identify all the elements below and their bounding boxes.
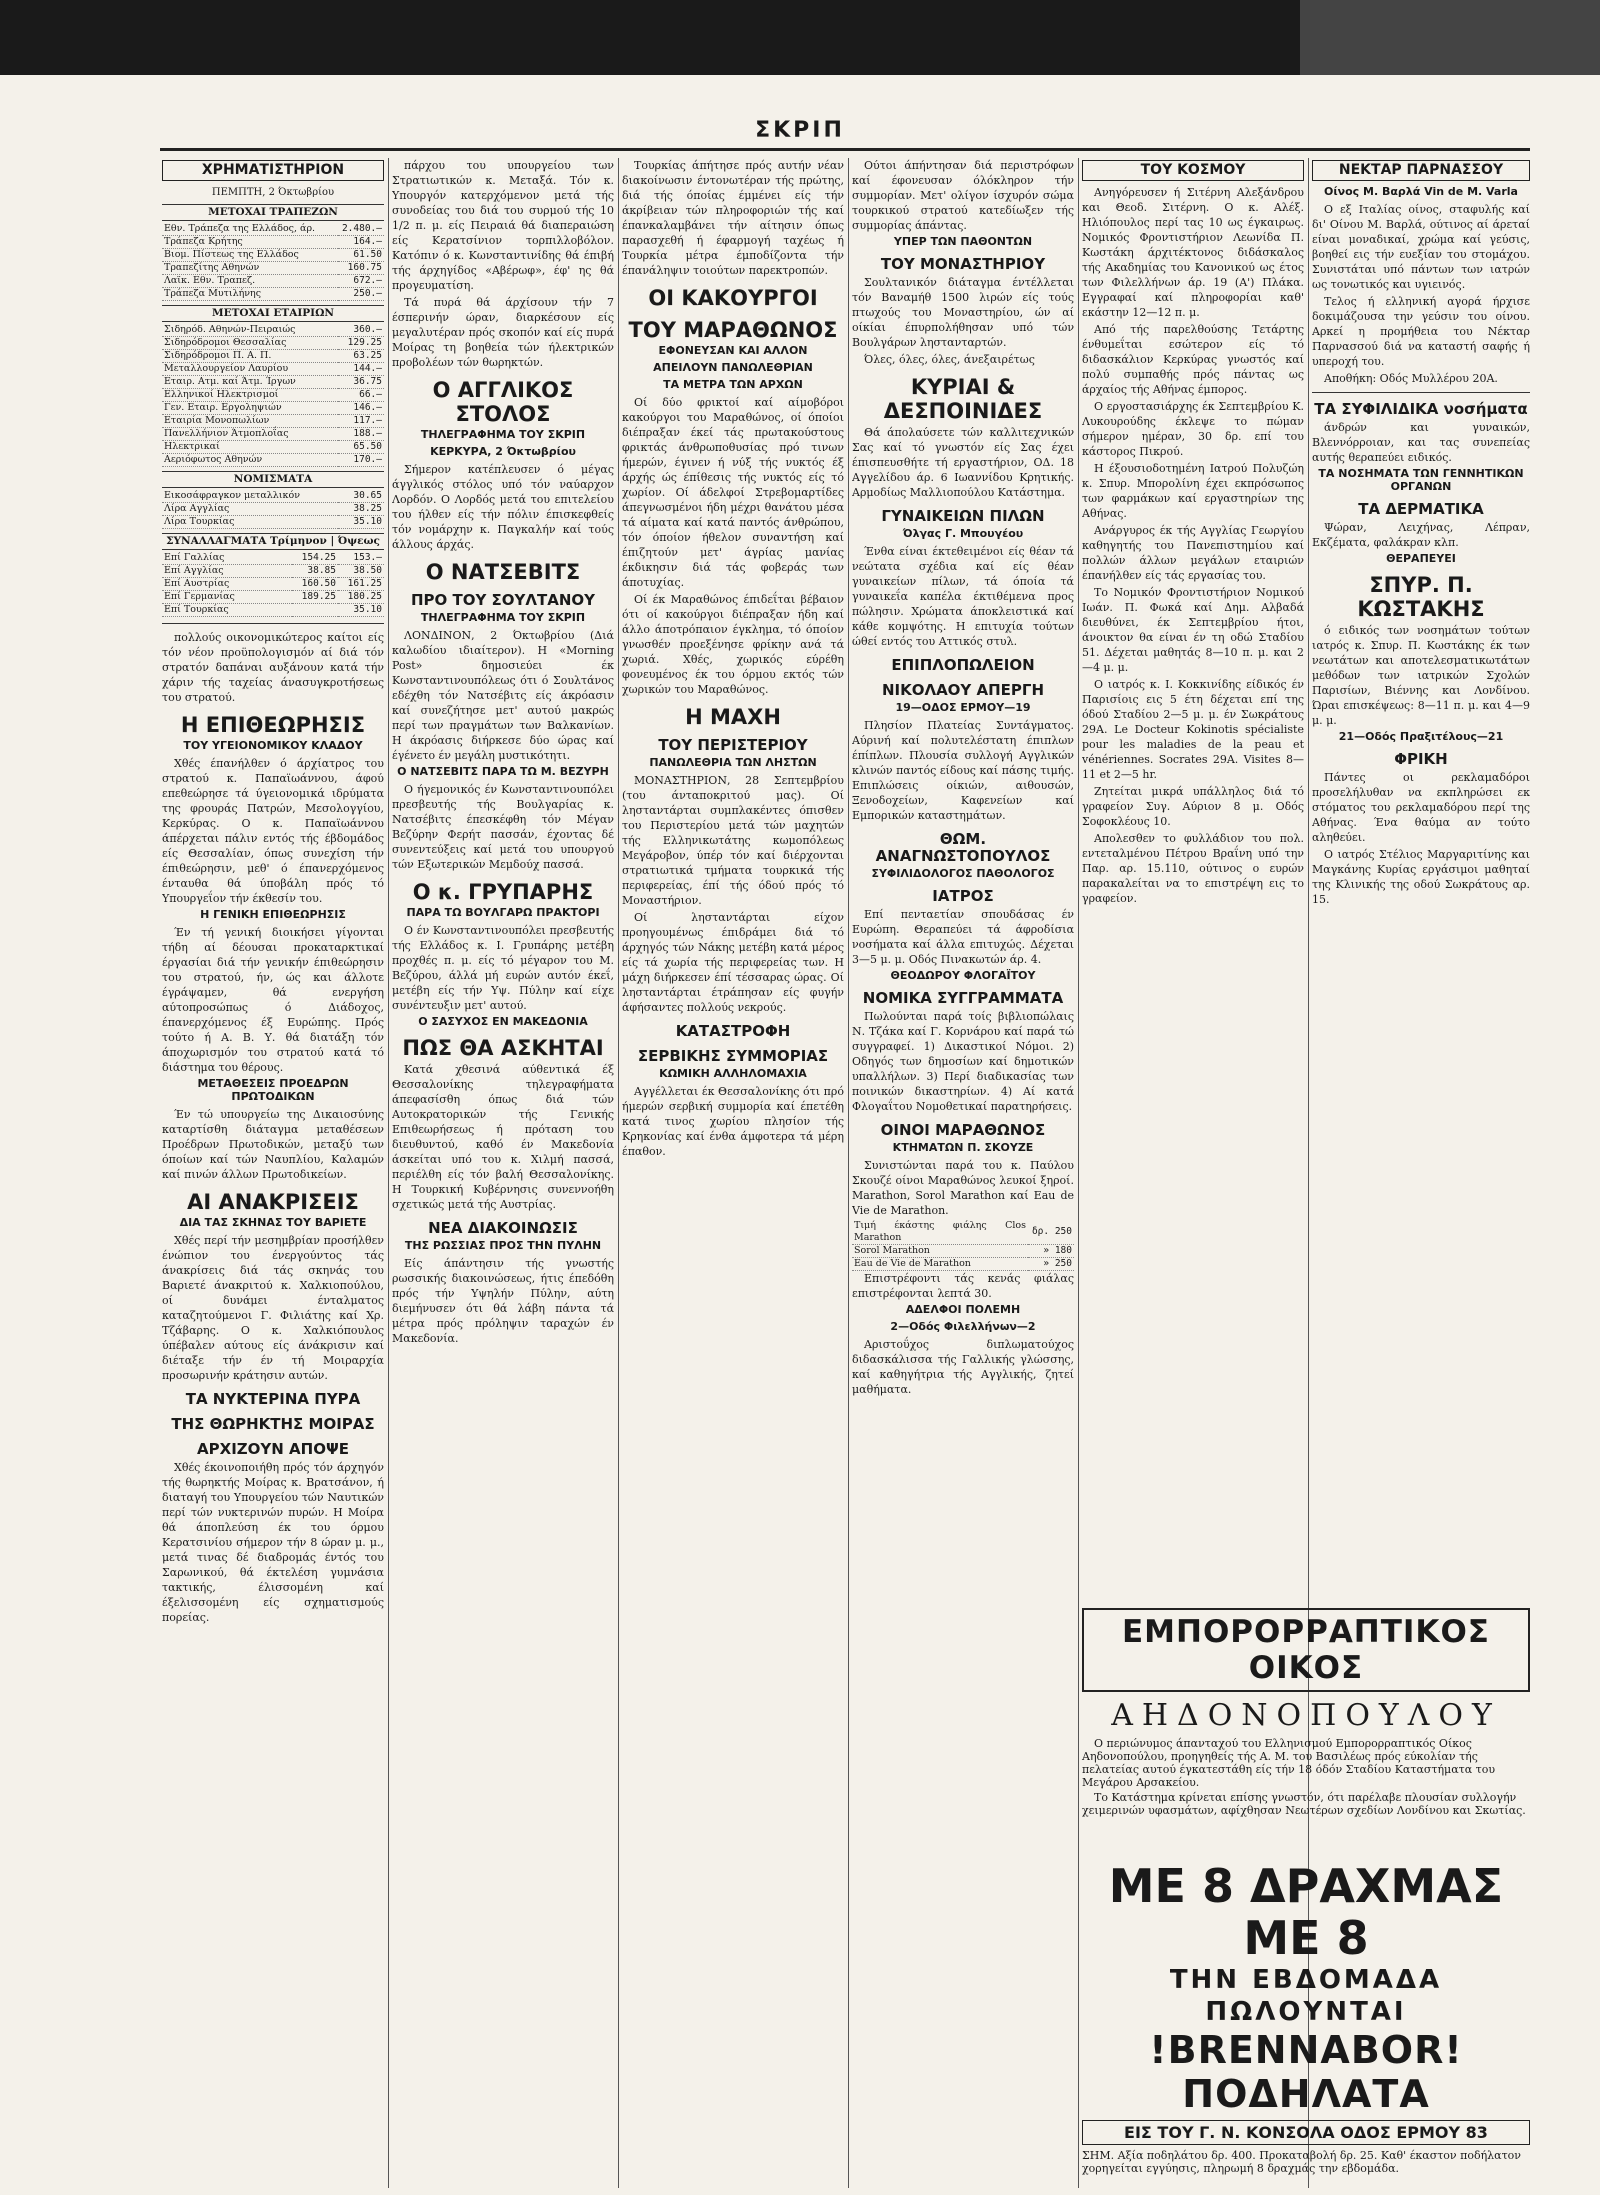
- table-row: Σιδηρόδ. Αθηνών-Πειραιώς 360.—: [164, 324, 382, 335]
- ad-text: Επιστρέφοντι τάς κενάς φιάλας επιστρέφονται λεπτά 30.: [852, 1272, 1074, 1300]
- ad-headline: ΤΑ ΔΕΡΜΑΤΙΚΑ: [1358, 500, 1484, 518]
- article-text: Χθές έπανήλθεν ό άρχίατρος του στρατού κ. Παπαϊωάννου, άφού επεθεώρησε τά ύγειονομικά ιδρύματα της φρουράς Πατρών, Μεσολογγίου, Κερκύρας. Ο κ. Παπαϊωάννου άπέρχεται πάλιν εντός τής έβδομάδος είς Θεσσαλίαν, όπως συνεχίση τήν έπιθεώρησιν, μεθ' ό έπανερχόμενος ένταυθα θά ύποβάλη πρός τό Υπουργεΐον τήν έκθεσίν του.: [162, 757, 384, 905]
- article-text: Οί λησταντάρται είχον προηγουμένως έπιδράμει διά τό άρχηγός τών Νάκης μετέβη κατά μέρος είς τά χωρία τής περιφερείας των. Η μάχη διήρκεσεν έπί τέσσαρας ώρας. Οί λησταντάρται έτράπησαν είς φυγήν άφήσαντες πολλούς νεκρούς.: [622, 911, 844, 1014]
- article-headline: Ο ΑΓΓΛΙΚΟΣ ΣΤΟΛΟΣ: [432, 378, 574, 426]
- article-headline: ΟΙ ΚΑΚΟΥΡΓΟΙ: [648, 286, 818, 310]
- wine-ad-heading: ΝΕΚΤΑΡ ΠΑΡΝΑΣΣΟΥ: [1312, 160, 1530, 181]
- table-row: Εικοσάφραγκον μεταλλικόν 30.65: [164, 490, 382, 501]
- article-text: Έν τώ υπουργείω της Δικαιοσύνης καταρτίσθη διάταγμα μεταθέσεων Προέδρων Πρωτοδικών, μεταξύ των όποίων καί τών Ναυπλίου, Καλαμών καί πινών άλλων Πρωτοδικείων.: [162, 1108, 384, 1181]
- article-subheadline: Ο ΣΑΣΥΧΟΣ ΕΝ ΜΑΚΕΔΟΝΙΑ: [418, 1015, 588, 1028]
- article-text: Το Νομικόν Φροντιστήριον Νομικού Ιωάν. Π. Φωκά καί Δημ. Αλβαδά διευθύνει, έκ Σεπτεμβρίου ήτοι, άνοικτον θα είναι έν τη οδώ Σταδίου 51. Δέχεται μαθητάς 8—10 π. μ. και 2—4 μ. μ.: [1082, 586, 1304, 674]
- dateline: ΚΕΡΚΥΡΑ, 2 Όκτωβρίου: [430, 445, 576, 458]
- article-subheadline: ΜΕΤΑΘΕΣΕΙΣ ΠΡΟΕΔΡΩΝ ΠΡΩΤΟΔΙΚΩΝ: [197, 1077, 349, 1103]
- article-text: Σήμερον κατέπλευσεν ό μέγας άγγλικός στόλος υπό τόν ναύαρχον Λορδόν. Ο Λορδός μετά του επιτελείου του ήλθεν είς τήν πόλιν έπισκεφθείς τόν νομάρχην κ. Παγκαλήν καί τούς άλλους άρχάς.: [392, 463, 614, 551]
- article-headline: Ο ΝΑΤΣΕΒΙΤΣ: [425, 560, 581, 584]
- table-row: Εταιρ. Ατμ. καί Άτμ. Ίργων 36.75: [164, 376, 382, 387]
- divider: [162, 623, 384, 624]
- ad-headline: ΦΡΙΚΗ: [1394, 750, 1448, 768]
- article-subheadline: ΔΙΑ ΤΑΣ ΣΚΗΝΑΣ ΤΟΥ ΒΑΡΙΕΤΕ: [179, 1216, 367, 1229]
- ad-headline: ΚΥΡΙΑΙ & ΔΕΣΠΟΙΝΙΔΕΣ: [883, 375, 1043, 423]
- ad-subheadline: Οίνος Μ. Βαρλά Vin de M. Varla: [1324, 185, 1518, 198]
- ad-headline: ΤΑ ΣΥΦΙΛΙΔΙΚΑ νοσήματα: [1314, 400, 1528, 418]
- table-row: Επί Τουρκίας 35.10: [164, 604, 382, 615]
- ad-text: Αριστοΰχος διπλωματούχος διδασκάλισσα τής Γαλλικής γλώσσης, καί καθηγήτρια τής Αγγλικής, ζητεί μαθήματα.: [852, 1338, 1074, 1396]
- ad-text: Πάντες οι ρεκλαμαδόροι προσελήλυθαν να εκπληρώσει εκ στόματος του ρεκλαμαδόρου περί της Αθήνας. Ένα θαύμα αν τούτο αληθεύει.: [1312, 771, 1530, 844]
- article-text: ΜΟΝΑΣΤΗΡΙΟΝ, 28 Σεπτεμβρίου (του άνταποκριτού μας). Οί λησταντάρται συμπλακέντες όπισθεν του Περιστερίου μετά τών μαχητών τής Ελληνικωτάτης κωμοπόλεως Μεγάροβον, ύπέρ τόν καί διέρχονται στρατιωτικά τμήματα τουρκικά τής περιφερείας, έπί τής όδού πρός τό Μοναστήριον.: [622, 774, 844, 907]
- ad-subheadline: ΤΑ ΝΟΣΗΜΑΤΑ ΤΩΝ ΓΕΝΝΗΤΙΚΩΝ ΟΡΓΑΝΩΝ: [1318, 467, 1524, 493]
- article-subheadline: ΚΩΜΙΚΗ ΑΛΛΗΛΟΜΑΧΙΑ: [659, 1067, 807, 1080]
- table-row: Μεταλλουργείον Λαυρίου 144.—: [164, 363, 382, 374]
- bicycle-ad-tagline: ΤΗΝ ΕΒΔΟΜΑΔΑ ΠΩΛΟΥΝΤΑΙ: [1169, 1965, 1443, 2027]
- wine-price-table: [852, 1220, 1074, 1271]
- ad-text: άνδρών και γυναικών, Βλεννόρροιαν, και τας συνεπείας αυτής θεραπεύει ειδικός.: [1312, 421, 1530, 464]
- ad-text: ό ειδικός των νοσημάτων τούτων ιατρός κ. Σπυρ. Π. Κωστάκης έκ των νεωτάτων και αποτελεσματικωτάτων μεθόδων των ιατρικών Σχολών Παρισίων, Βιέννης και Λονδίνου. Ώραι επισκέψεως: 8—11 π. μ. και 4—9 μ. μ.: [1312, 624, 1530, 727]
- article-subheadline: ΑΠΕΙΛΟΥΝ ΠΑΝΩΛΕΘΡΙΑΝ: [653, 361, 813, 374]
- article-subheadline: ΤΑ ΜΕΤΡΑ ΤΩΝ ΑΡΧΩΝ: [663, 378, 803, 391]
- article-headline: ΚΑΤΑΣΤΡΟΦΗ: [675, 1022, 791, 1040]
- article-subheadline: ΠΑΝΩΛΕΘΡΙΑ ΤΩΝ ΛΗΣΤΩΝ: [649, 756, 817, 769]
- article-headline: ΝΕΑ ΔΙΑΚΟΙΝΩΣΙΣ: [428, 1219, 578, 1237]
- article-text: Η έξουσιοδοτημένη Ιατρού Πολυζώη κ. Σπυρ. Μπορολίνη έχει εκπρόσωπος των φαρμάκων καί εργαστηρίων της Αθήνας.: [1082, 462, 1304, 520]
- column-separator: [618, 158, 619, 2188]
- ad-text: Όλες, όλες, όλες, άνεξαιρέτως: [864, 353, 1035, 366]
- article-text: Ζητείται μικρά υπάλληλος διά τό γραφείον Συγ. Αύριον 8 μ. Οδός Σοφοκλέους 10.: [1082, 785, 1304, 828]
- ad-text: Ο περιώνυμος άπανταχού του Ελληνισμού Εμπορορραπτικός Οίκος Αηδονοπούλου, προηγηθείς τής Α. Μ. του Βασιλέως πρός εύκολίαν τής πελατείας αυτού έγκατεστάθη είς τήν 18 όδόν Σταδίου Καταστήματα του Μεγάρου Αρσακείου.: [1082, 1737, 1496, 1789]
- article-text: Χθές περί τήν μεσημβρίαν προσήλθεν ένώπιον του ένεργούντος τάς άνακρίσεις διά τάς σκηνάς του Βαριετέ άνακριτού κ. Χαλκιοπούλου, οί δυνάμει ένταλματος καταζητούμενοι Γ. Φιλιάτης καί Χρ. Τζάβαρης. Ο κ. Χαλκιόπουλος ύπέβαλεν αύτους είς άνάκρισιν καί διέταξε τήν έν τή Μοιραρχία προσωρινήν κράτησιν αυτών.: [162, 1234, 384, 1382]
- column-4: [852, 158, 1074, 2188]
- column-5: [1082, 158, 1304, 1598]
- coins-subhead: ΝΟΜΙΣΜΑΤΑ: [162, 471, 384, 488]
- article-text: Κατά χθεσινά αύθεντικά έξ Θεσσαλονίκης τηλεγραφήματα άπεφασίσθη όπως διά τών Αυτοκρατορικών τής Γενικής Επιθεωρήσεως ή πρόταση του διευθυντού, καθό έν Μακεδονία άσκείται υπό του κ. Χιλμή πασσά, περιέλθη είς τόν βαλή Θεσσαλονίκης. Η Τουρκική Κυβέρνησις συνεννοήθη σχετικώς μετά τής Αυστρίας.: [392, 1063, 614, 1211]
- newspaper-masthead: ΣΚΡΙΠ: [755, 118, 845, 143]
- dateline: ΤΗΛΕΓΡΑΦΗΜΑ ΤΟΥ ΣΚΡΙΠ: [420, 611, 586, 624]
- bank-shares-table: [162, 223, 384, 301]
- stock-date: ΠΕΜΠΤΗ, 2 Όκτωβρίου: [211, 187, 335, 198]
- article-subheadline: ΤΗΣ ΡΩΣΣΙΑΣ ΠΡΟΣ ΤΗΝ ΠΥΛΗΝ: [404, 1239, 602, 1252]
- article-text: Ανάργυρος έκ τής Αγγλίας Γεωργίου καθηγητής του Πανεπιστημίου καί πολλών άλλων μεγάλων εταιριών έπανήλθεν είς τάς εργασίας του.: [1082, 524, 1304, 582]
- article-text: Οί έκ Μαραθώνος έπιδεΐται βέβαιον ότι οί κακούργοι διέπραξαν ήδη καί άλλο άποτρόπαιον έγκλημα, τό όποίον γνωσθέν προεξένησε φρίκην ανά τά χωριά. Χθές, χωρικός εύρέθη φονευμένος έκ του όρμου εκτός τών χωρικών του Μαραθώνος.: [622, 593, 844, 696]
- divider: [1312, 392, 1530, 393]
- table-row: Τράπεζα Κρήτης 164.—: [164, 236, 382, 247]
- ad-headline: ΣΠΥΡ. Π. ΚΩΣΤΑΚΗΣ: [1357, 573, 1485, 621]
- article-subheadline: ΠΑΡΑ ΤΩ ΒΟΥΛΓΑΡΩ ΠΡΑΚΤΟΡΙ: [406, 906, 600, 919]
- article-text: Ο έν Κωνσταντινουπόλει πρεσβευτής τής Ελλάδος κ. Ι. Γρυπάρης μετέβη προχθές π. μ. είς τό μέγαρον του Μ. Βεζύρου, άλλά μή ευρών αυτόν έκεΐ, μετέβη είς τήν Υψ. Πύλην καί είχε συνέντευξιν μετ' αυτού.: [392, 924, 614, 1012]
- ad-text: Ο εξ Ιταλίας οίνος, σταφυλής καί δι' Οίνου Μ. Βαρλά, ούτινος αί άρεταί είναι μοναδικαί, χρώμα καί γεύσις, βοηθεί εις τήν ευεξίαν του στομάχου. Συνιστάται υπό πάντων των ιατρών ως τονωτικός και υγιεινός.: [1312, 203, 1530, 291]
- bicycle-ad-brand: !BRENNABOR! ΠΟΔΗΛΑΤΑ: [1149, 2028, 1463, 2116]
- ad-subheadline: ΘΕΟΔΩΡΟΥ ΦΛΟΓΑΪΤΟΥ: [890, 969, 1036, 982]
- article-headline: ΣΕΡΒΙΚΗΣ ΣΥΜΜΟΡΙΑΣ: [637, 1047, 829, 1065]
- bicycle-ad-address: ΕΙΣ ΤΟΥ Γ. Ν. ΚΟΝΣΟΛΑ ΟΔΟΣ ΕΡΜΟΥ 83: [1082, 2120, 1530, 2145]
- bicycle-ad-note: ΣΗΜ. Αξία ποδηλάτου δρ. 400. Προκαταβολή δρ. 25. Καθ' έκαστον ποδήλατον χορηγείται εγγύησις, πληρωμή 8 δραχμάς την εβδομάδα.: [1082, 2149, 1521, 2175]
- article-headline: ΤΗΣ ΘΩΡΗΚΤΗΣ ΜΟΙΡΑΣ: [171, 1415, 375, 1433]
- article-headline: Η ΜΑΧΗ: [685, 705, 781, 729]
- table-row: Σιδηρόδρομοι Θεσσαλίας 129.25: [164, 337, 382, 348]
- article-headline: ΤΑ ΝΥΚΤΕΡΙΝΑ ΠΥΡΑ: [185, 1390, 361, 1408]
- article-headline: ΤΟΥ ΜΑΡΑΘΩΝΟΣ: [628, 318, 838, 342]
- article-headline: ΑΙ ΑΝΑΚΡΙΣΕΙΣ: [187, 1190, 359, 1214]
- ad-text: Συνιστώνται παρά του κ. Παύλου Σκουζέ οίνοι Μαραθώνος λευκοί ξηροί. Marathon, Sorol Marathon καί Eau de Vie de Marathon.: [852, 1159, 1074, 1217]
- article-text: Χθές έκοινοποιήθη πρός τόν άρχηγόν τής θωρηκτής Μοίρας κ. Βρατσάνον, ή διαταγή του Υπουργείου τών Ναυτικών περί τών νυκτερινών πυρών. Η Μοίρα θά άποπλεύση έκ του όρμου Κερατσινίου σήμερον τήν 8 ώραν μ. μ., μετά τινας δέ διαδρομάς έντός του Σαρωνικού, θά έκτελέση γυμνάσια τακτικής, έλισσομένη καί έξελισσομένη είς σχηματισμούς πορείας.: [162, 1461, 384, 1624]
- column-6: [1312, 158, 1530, 1598]
- article-text: Ο εργοστασιάρχης έκ Σεπτεμβρίου Κ. Λυκουρούδης έκλεψε το πώμαν σήμερον ημέραν, 30 δρ. επί του κάστορος Πικρού.: [1082, 400, 1304, 458]
- column-1: [162, 158, 384, 2188]
- exchange-subhead: ΣΥΝΑΛΛΑΓΜΑΤΑ Τρίμηνον | Όψεως: [162, 533, 384, 550]
- scan-top-border-right: [1300, 0, 1600, 75]
- article-subheadline: Η ΓΕΝΙΚΗ ΕΠΙΘΕΩΡΗΣΙΣ: [200, 908, 346, 921]
- table-row: Ελληνικοί Ηλεκτρισμοί 66.—: [164, 389, 382, 400]
- article-subheadline: ΕΦΟΝΕΥΣΑΝ ΚΑΙ ΑΛΛΟΝ: [658, 344, 808, 357]
- article-headline: ΠΡΟ ΤΟΥ ΣΟΥΛΤΑΝΟΥ: [410, 591, 596, 609]
- ad-subheadline: ΣΥΦΙΛΙΔΟΛΟΓΟΣ ΠΑΘΟΛΟΓΟΣ: [871, 867, 1055, 880]
- firm-shares-table: [162, 324, 384, 467]
- ad-text: Πλησίον Πλατείας Συντάγματος. Αύρινή καί πολυτελέστατη έπιπλων έπίπλων. Πλουσία συλλογή Αγγλικών κλινών παντός είδους καί πάσης τιμής. Επιπλώσεις οίκιών, αιθουσών, Ξενοδοχείων, Καφενείων καί Εμπορικών καταστημάτων.: [852, 719, 1074, 822]
- table-row: Εθν. Τράπεζα της Ελλάδος, άρ. 2.480.—: [164, 223, 382, 234]
- article-text: Οί δύο φρικτοί καί αίμοβόροι κακούργοι του Μαραθώνος, οί όποίοι διέπραξαν έκεί τάς πρωτακούστους φρικτάς άνθρωποθυσίας πρό τινων ήμερών, έγινεν ή νύξ τής νυκτός έξ άρχής ώς έπίθεσις τής νυκτός είς τό χωρίον. Οί άδελφοί Στρεβομαρτίδες άπεγνωσμένοι ήδη μέχρι θανάτου μέσα τά αίματα καί κατά παντός άνθρώπου, τόν όποίον ήθελον συναντήση καί έπιζητούν μετ' άγρίας μανίας έκδικησιν διά τάς φοβεράς των άποτυχίας.: [622, 396, 844, 589]
- column-separator: [388, 158, 389, 2188]
- ad-subheadline: 21—Οδός Πραξιτέλους—21: [1338, 730, 1504, 743]
- column-2: [392, 158, 614, 2188]
- ad-subheadline: ΘΕΡΑΠΕΥΕΙ: [1386, 552, 1456, 565]
- table-row: Ηλεκτρικαί 65.50: [164, 441, 382, 452]
- ad-subheadline: 2—Οδός Φιλελλήνων—2: [890, 1320, 1036, 1333]
- tailor-ad-title: ΕΜΠΟΡΟΡΡΑΠΤΙΚΟΣ ΟΙΚΟΣ: [1082, 1608, 1530, 1692]
- article-headline: Ο κ. ΓΡΥΠΑΡΗΣ: [412, 880, 594, 904]
- table-row: Εταιρία Μονοπωλίων 117.—: [164, 415, 382, 426]
- article-text: πάρχου του υπουργείου των Στρατιωτικών κ. Μεταξά. Τόν κ. Υπουργόν κατερχόμενον μετά τής συνοδείας του διά του συρμού τής 10 1/2 π. μ. είς Πειραιά θά διαπεραιώση είς Κερατσίνιον τορπιλλοβόλον. Κατόπιν ό κ. Κωνσταντινίδης θά έπιβή τής άρχηγίδος «Αβέρωφ», έφ' ης θά προγευματίση.: [392, 159, 614, 292]
- masthead-rule: [160, 148, 1530, 151]
- ad-headline: ΝΟΜΙΚΑ ΣΥΓΓΡΑΜΜΑΤΑ: [862, 989, 1064, 1007]
- table-row: Επί Γερμανίας 189.25 180.25: [164, 591, 382, 602]
- ad-subheadline: Όλγας Γ. Μπουγέου: [902, 527, 1024, 540]
- banks-subhead: ΜΕΤΟΧΑΙ ΤΡΑΠΕΖΩΝ: [162, 204, 384, 221]
- society-heading: ΤΟΥ ΚΟΣΜΟΥ: [1082, 160, 1304, 181]
- ad-text: Αποθήκη: Οδός Μυλλέρου 20Α.: [1324, 372, 1498, 385]
- article-headline: ΤΟΥ ΜΟΝΑΣΤΗΡΙΟΥ: [880, 255, 1046, 273]
- article-headline: ΤΟΥ ΠΕΡΙΣΤΕΡΙΟΥ: [658, 736, 808, 754]
- dateline: ΤΗΛΕΓΡΑΦΗΜΑ ΤΟΥ ΣΚΡΙΠ: [420, 428, 586, 441]
- article-headline: ΑΡΧΙΖΟΥΝ ΑΠΟΨΕ: [197, 1440, 349, 1458]
- article-text: Έν τή γενική διοικήσει γίγονται τήδη αί δέουσαι προκαταρκτικαί έργασίαι διά τήν γενικήν έπιθεώρησιν του στρατού, ήν, ώς και άλλοτε έγράψαμεν, θά ενεργήση αύτοπροσώπως ό Διάδοχος, έπανερχόμενος έξ Ευρώπης. Πρός τούτο ή Α. Β. Υ. θά διατάξη τόν άποχωρισμόν του στρατού κατά τό διάστημα του θέρους.: [162, 926, 384, 1074]
- ad-headline: ΟΙΝΟΙ ΜΑΡΑΘΩΝΟΣ: [880, 1121, 1046, 1139]
- article-text: Ο ιατρός κ. Ι. Κοκκινίδης είδικός έν Παρισίοις εις 5 έτη δέχεται επί της όδού Σταδίου 2—5 μ. μ. έν Σωκράτους 29Α. Le Docteur Kokinotis spécialiste pour les maladies de la peau et vénériennes. Socrates 29A. Visites 8—11 et 2—5 hr.: [1082, 678, 1304, 781]
- bicycle-ad: [1082, 1860, 1530, 2175]
- table-row: Σιδηρόδρομοι Π. Α. Π. 63.25: [164, 350, 382, 361]
- ad-text: Το Κατάστημα κρίνεται επίσης γνωστόν, ότι παρέλαβε πλουσίαν συλλογήν χειμερινών υφασμάτων, αφίχθησαν Νεωτέρων σχεδίων Λονδίνου και Σκωτίας.: [1082, 1791, 1526, 1817]
- article-text: Ούτοι άπήντησαν διά περιστρόφων καί έφονευσαν όλόκληρον τήν συμμορίαν. Μετ' ολίγον ίσχυρόν σώμα τουρκικού στρατού κατεδίωξεν τής συμμορίας άπάντας.: [852, 159, 1074, 232]
- article-subheadline: Ο ΝΑΤΣΕΒΙΤΣ ΠΑΡΑ ΤΩ Μ. ΒΕΖΥΡΗ: [397, 765, 609, 778]
- column-separator: [1078, 158, 1079, 2188]
- ad-subheadline: 19—ΟΔΟΣ ΕΡΜΟΥ—19: [895, 701, 1031, 714]
- article-text: Από τής παρελθούσης Τετάρτης ένθυμεΐται εσώτερον είς τό διδασκάλιον Κερκύρας γνωστός καί πολύ συμπαθής πρός πάντας ως άρχαίος τής Αθήνας έμπορος.: [1082, 323, 1304, 396]
- table-row: Πανελλήνιον Άτμοπλοΐας 188.—: [164, 428, 382, 439]
- article-text: Σουλτανικόν διάταγμα έντέλλεται τόν Βαναμήθ 1500 λιρών είς τούς πτωχούς του Μοναστηρίου, ών αί οίκίαι έπυρπολήθησαν υπό τών Βουλγάρων ληστανταρτών.: [852, 276, 1074, 349]
- table-row: Αεριόφωτος Αθηνών 170.—: [164, 454, 382, 465]
- article-text: Είς άπάντησιν τής γνωστής ρωσσικής διακοινώσεως, ήτις έπεδόθη πρός τήν Υψηλήν Πύλην, αύτη διεμήνυσεν ότι θά λάβη πάντα τά μέτρα πρός πρόληψιν ταραχών έν Μακεδονία.: [392, 1257, 614, 1345]
- table-row: Γεν. Εταιρ. Εργοληψιών 146.—: [164, 402, 382, 413]
- coins-table: [162, 490, 384, 529]
- table-row: Sorol Marathon » 180: [854, 1245, 1072, 1256]
- stock-exchange-heading: ΧΡΗΜΑΤΙΣΤΗΡΙΟΝ: [162, 160, 384, 181]
- ad-headline: ΘΩΜ. ΑΝΑΓΝΩΣΤΟΠΟΥΛΟΣ: [875, 830, 1051, 865]
- article-text: Ο ήγεμονικός έν Κωνσταντινουπόλει πρεσβευτής τής Βουλγαρίας κ. Νατσέβιτς έπεσκέφθη τόν Μέγαν Βεζύρην Φερήτ πασσάν, έχοντας δέ συνεντεύξεις καί μετά του υπουργού τών Εξωτερικών Μεμδούχ πασσά.: [392, 783, 614, 871]
- ad-text: Πωλούνται παρά τοίς βιβλιοπώλαις Ν. Τζάκα καί Γ. Κορνάρου καί παρά τώ συγγραφεί. 1) Δικαστικοί Νόμοι. 2) Οδηγός των δημοσίων καί δημοτικών υπαλλήλων. 3) Περί διαδικασίας των ποινικών δικαστηρίων. 4) Αί κατά Φλογαΐτου Νομοθετικαί παρατηρήσεις.: [852, 1010, 1074, 1113]
- ad-text: Επί πενταετίαν σπουδάσας έν Ευρώπη. Θεραπεύει τά άφροδίσια νοσήματα καί άλλα επιτυχώς. Δέχεται 3—5 μ. μ. Οδός Πινακωτών άρ. 4.: [852, 908, 1074, 966]
- table-row: Λίρα Τουρκίας 35.10: [164, 516, 382, 527]
- table-row: Λαϊκ. Εθν. Τραπεζ. 672.—: [164, 275, 382, 286]
- article-text: Αγγέλλεται έκ Θεσσαλονίκης ότι πρό ήμερών σερβική συμμορία καί έπετέθη κατά τινος χωρίου πλησίον τής Κρηκονίας καί ένθα άμφοτερα τά μέρη έπαθον.: [622, 1085, 844, 1158]
- tailor-ad: [1082, 1608, 1530, 1819]
- firms-subhead: ΜΕΤΟΧΑΙ ΕΤΑΙΡΙΩΝ: [162, 305, 384, 322]
- ad-subheadline: ΚΤΗΜΑΤΩΝ Π. ΣΚΟΥΖΕ: [892, 1141, 1034, 1154]
- article-text: Ανηγόρευσεν ή Σιτέρνη Αλεξάνδρου και Θεοδ. Σιτέρνη. Ο κ. Αλέξ. Ηλιόπουλος περί τας 10 ως έγκαιρως. Νομικός Φροντιστήριον Λεωνίδα Π. Κωστάκη άρχιτέκτονος διδάσκαλος τής Ακαδημίας του Κανονικού ως έτος των Φιλελλήνων άρ. 19 (Α') Πλάκα. Εγγραφαί καί πληροφορίαι καθ' εκάστην 12—12 π. μ.: [1082, 186, 1304, 319]
- ad-headline: ΝΙΚΟΛΑΟΥ ΑΠΕΡΓΗ: [881, 681, 1045, 699]
- ad-subheadline: ΑΔΕΛΦΟΙ ΠΟΛΕΜΗ: [905, 1303, 1021, 1316]
- ad-headline: ΙΑΤΡΟΣ: [932, 887, 994, 905]
- article-text: Τά πυρά θά άρχίσουν τήν 7 έσπερινήν ώραν, διαρκέσουν είς μεγαλυτέραν πρός σκοπόν καί είς πυρά Μοίρας τη βοηθεία τών ήλεκτρικών προβολέων τών θωρηκτών.: [392, 296, 614, 369]
- column-3: [622, 158, 844, 2188]
- table-row: Τράπεζα Μυτιλήνης 250.—: [164, 288, 382, 299]
- column-separator: [848, 158, 849, 2188]
- ad-text: Ένθα είναι έκτεθειμένοι είς θέαν τά νεώτατα σχέδια καί είς θέαν γυναικείων πίλων, τά όποία τά γυναικεΐα καπέλα έκτιθέμενα προς πώλησιν. Χρώματα άποκλειστικά καί κάθε κομψότης. Η επιτυχία τούτων ώθεί εντός του Αττικός στυλ.: [852, 545, 1074, 648]
- article-text: ΛΟΝΔΙΝΟΝ, 2 Όκτωβρίου (Διά καλωδίου ιδιαίτερον). Η «Morning Post» δημοσιεύει έκ Κωνσταντινουπόλεως ότι ό Σουλτάνος εδέχθη τόν Νατσέβιτς είς άκρόασιν καί συνεζήτησε μετ' αυτού μακρώς περί των πραγμάτων των Βαλκανίων. Η άκρόασις διήρκεσε δύο ώρας καί έγένετο έν μεγάλη μυστικότητι.: [392, 629, 614, 762]
- tailor-ad-name: ΑΗΔΟΝΟΠΟΥΛΟΥ: [1111, 1698, 1501, 1733]
- ad-text: Ο ιατρός Στέλιος Μαργαριτίνης και Μαγκάνης Κυρίας εργάσιμοι μαθηταί της Κλινικής της οδού Σωκράτους αρ. 15.: [1312, 848, 1530, 906]
- table-row: Βιομ. Πίστεως της Ελλάδος 61.50: [164, 249, 382, 260]
- ad-text: Θά άπολαύσετε τών καλλιτεχνικών Σας καί τό γνωστόν είς Σας έχει έπισπευσθήτε τή εργαστήριον, ΟΔ. 18 Αγγελίδου άρ. 6 Ιωαννίδου Κρητικής. Αρμοδίως Μαλλιοπούλου Κατάστημα.: [852, 426, 1074, 499]
- table-row: Eau de Vie de Marathon » 250: [854, 1258, 1072, 1269]
- table-row: Τραπεζίτης Αθηνών 160.75: [164, 262, 382, 273]
- article-text: Τουρκίας άπήτησε πρός αυτήν νέαν διακοίνωσιν έντονωτέραν τής πρώτης, διά τής όποίας έμμένει είς τήν άκρίβειαν τών πληροφοριών τής καί έπανκαλαμβάνει τήν αίτησιν όπως παρασχεθή ή έφαρμογή ταχέως ή Τουρκία μέτρα έμποδίζοντα τήν έπανάληψιν τοιούτων παρεκτροπών.: [622, 159, 844, 277]
- ad-headline: ΕΠΙΠΛΟΠΩΛΕΙΟΝ: [891, 656, 1035, 674]
- ad-text: Ψώραν, Λειχήνας, Λέπραν, Εκζέματα, φαλάκραν κλπ.: [1312, 521, 1530, 549]
- article-text: Απολεσθεν το φυλλάδιον του πολ. εντεταλμένου Πέτρου Βραΐνη υπό την Παρ. αρ. 15.110, ούτινος ο ευρών παρακαλείται να το επιστρέψη εις το γραφείον.: [1082, 832, 1304, 905]
- article-headline: Η ΕΠΙΘΕΩΡΗΣΙΣ: [180, 713, 366, 737]
- bicycle-ad-price: ΜΕ 8 ΔΡΑΧΜΑΣ ΜΕ 8: [1108, 1859, 1504, 1965]
- ad-text: Τελος ή ελληνική αγορά ήρχισε δοκιμάζουσα την γεύσιν του οίνου. Αρκεί η προμήθεια του Νέκταρ Παρνασσού διά να καταστή σαφής ή υπεροχή του.: [1312, 295, 1530, 368]
- table-row: Επί Γαλλίας 154.25 153.—: [164, 552, 382, 563]
- table-row: Λίρα Αγγλίας 38.25: [164, 503, 382, 514]
- article-text: πολλούς οικονομικώτερος καίτοι είς τόν νέον προϋπολογισμόν αί διά τόν στρατόν δαπάναι αυξάνουν κατά τήν χάριν τής ταχείας άνασυγκροτήσεως του στρατού.: [162, 631, 384, 704]
- article-subheadline: ΥΠΕΡ ΤΩΝ ΠΑΘΟΝΤΩΝ: [893, 235, 1033, 248]
- table-row: Επί Αυστρίας 160.50 161.25: [164, 578, 382, 589]
- exchange-table: [162, 552, 384, 617]
- ad-headline: ΓΥΝΑΙΚΕΙΩΝ ΠΙΛΩΝ: [881, 507, 1045, 525]
- article-subheadline: ΤΟΥ ΥΓΕΙΟΝΟΜΙΚΟΥ ΚΛΑΔΟΥ: [183, 739, 363, 752]
- article-headline: ΠΩΣ ΘΑ ΑΣΚΗΤΑΙ: [402, 1036, 604, 1060]
- table-row: Επί Αγγλίας 38.85 38.50: [164, 565, 382, 576]
- table-row: Τιμή έκάστης φιάλης Clos Marathon δρ. 250: [854, 1220, 1072, 1243]
